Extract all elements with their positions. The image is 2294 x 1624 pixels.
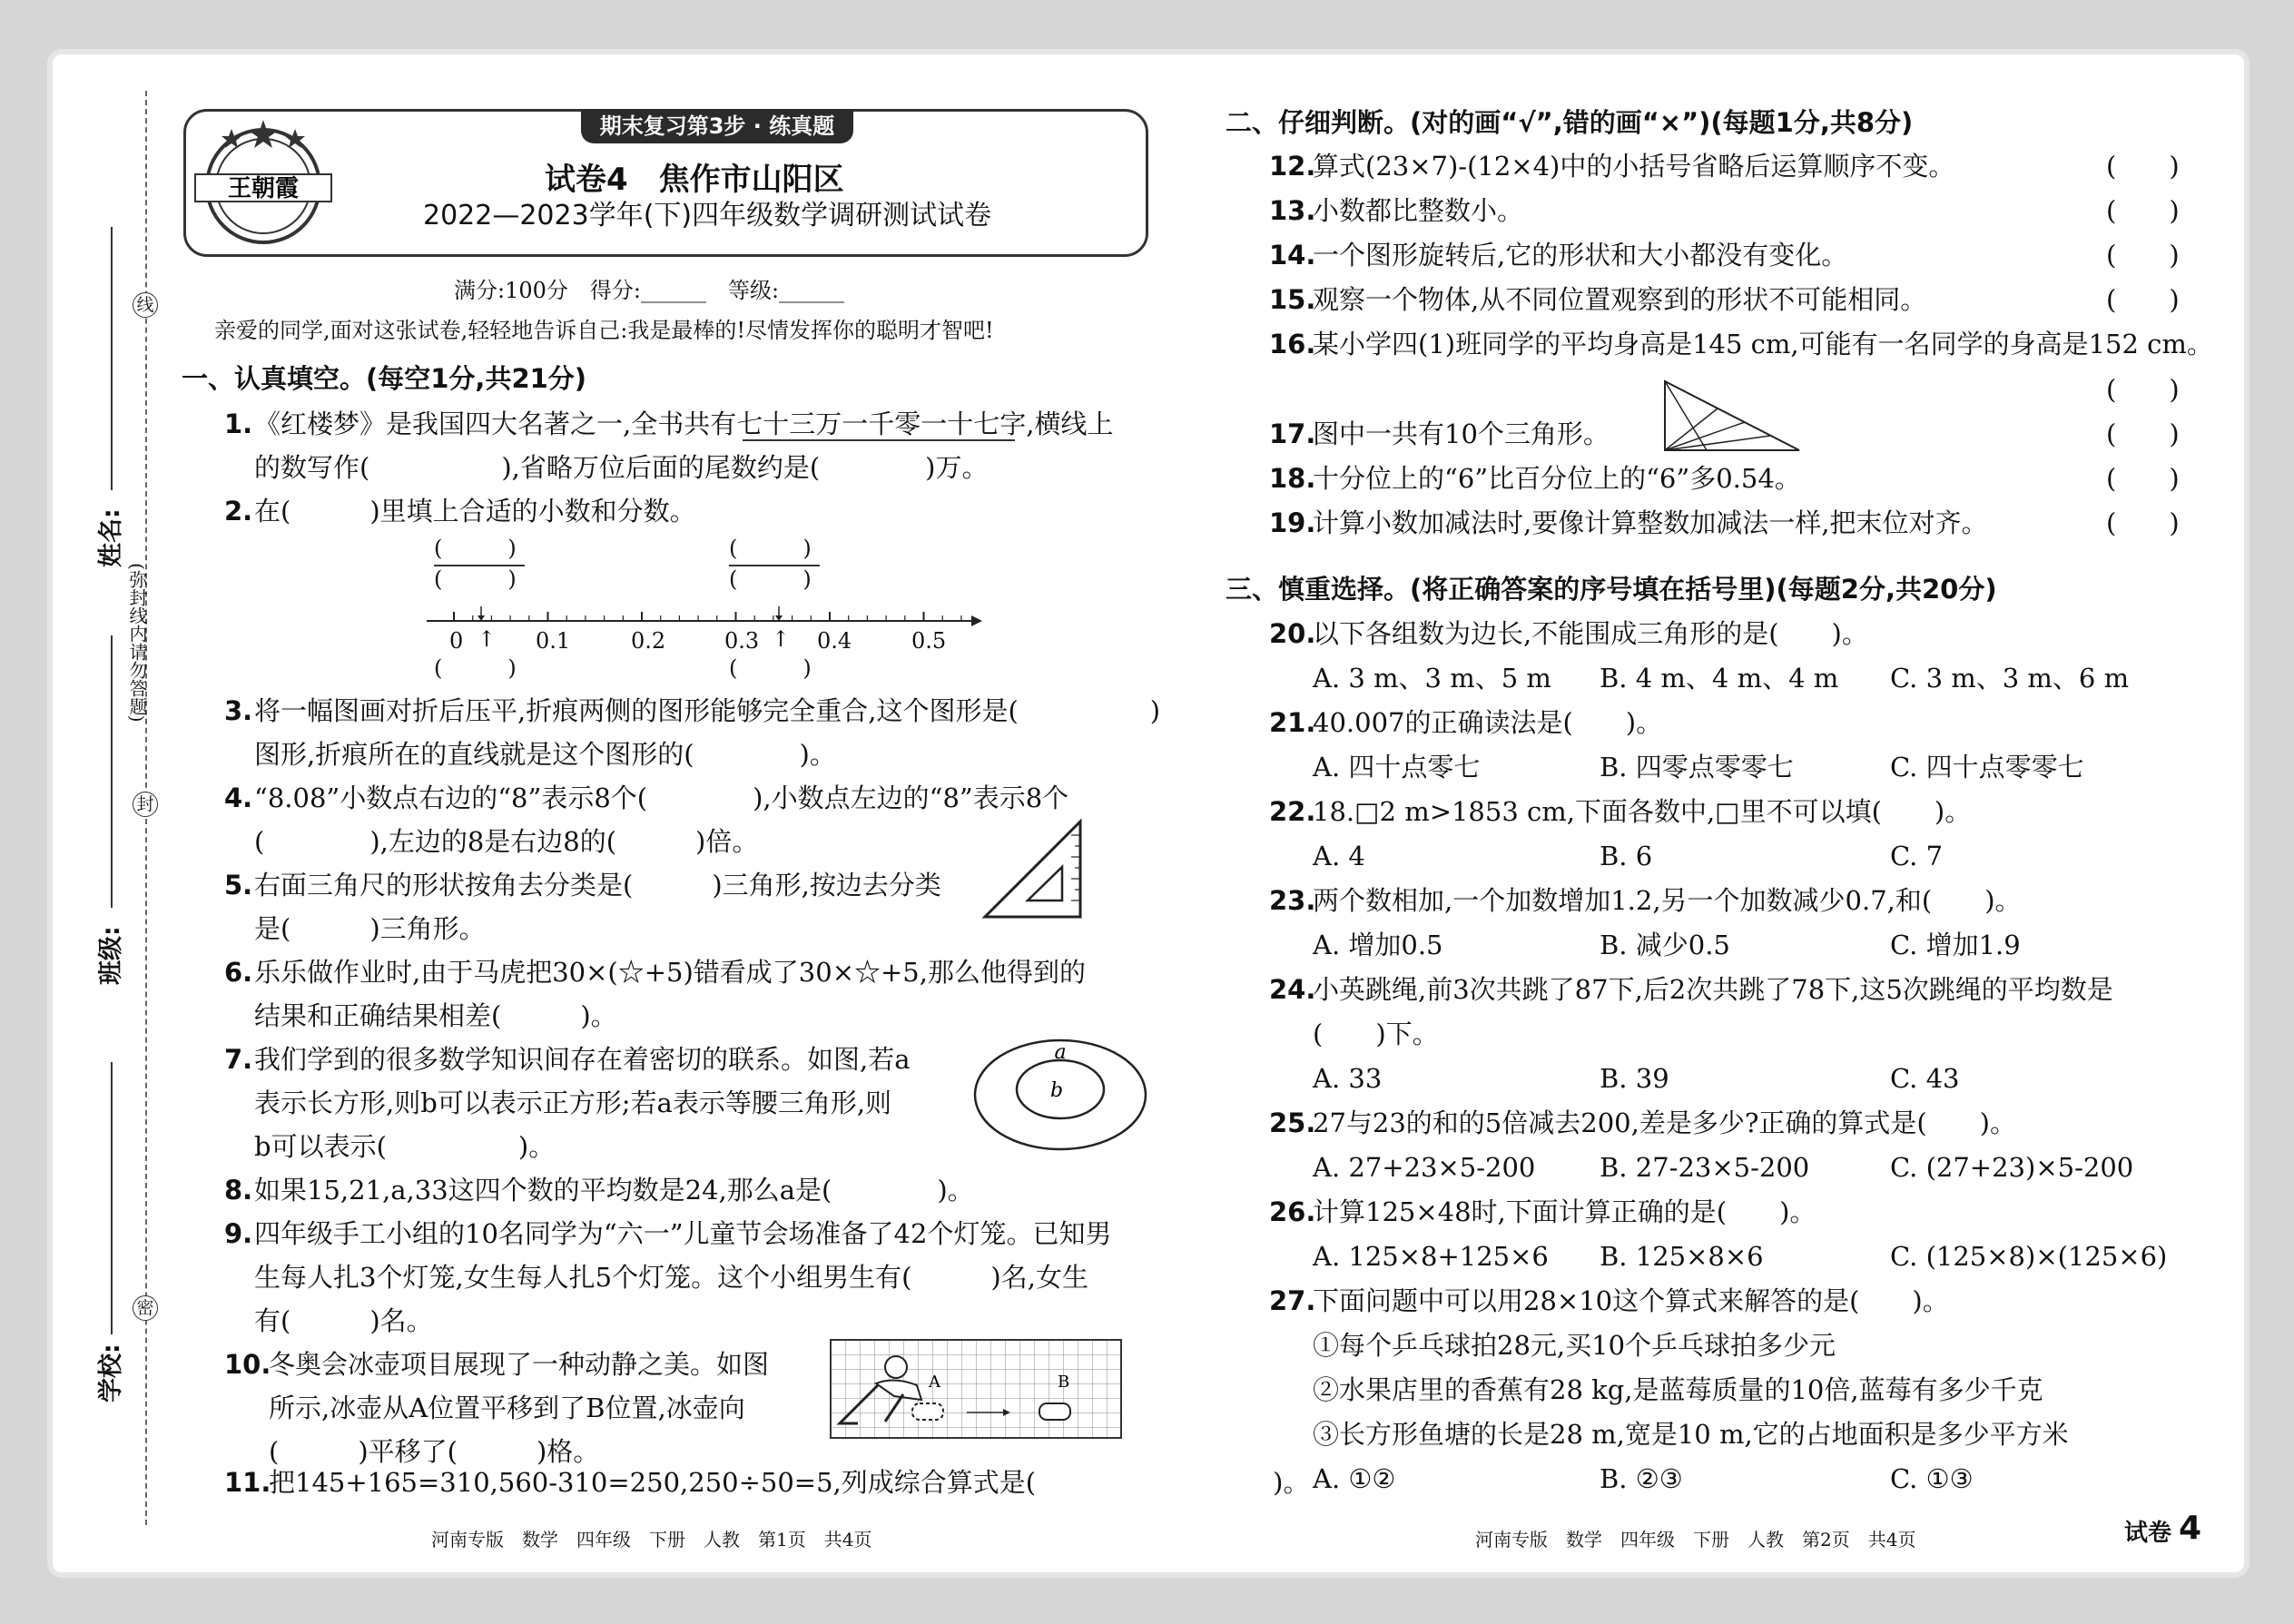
q14-text: 一个图形旋转后,它的形状和大小都没有变化。 (1313, 240, 1848, 271)
paper-number: 4 (2179, 1510, 2202, 1547)
q4-number: 4. (224, 782, 253, 813)
q22-text: 18.□2 m>1853 cm,下面各数中,□里不可以填( )。 (1313, 796, 1972, 827)
q20-text: 以下各组数为边长,不能围成三角形的是( )。 (1313, 618, 1868, 649)
triangle-count-figure (1661, 378, 1807, 454)
header-banner: 期末复习第3步 · 练真题 (581, 109, 853, 143)
q13-text: 小数都比整数小。 (1313, 195, 1524, 226)
q2-number: 2. (224, 496, 253, 527)
q10-text-2: 所示,冰壶从A位置平移到了B位置,冰壶向 (269, 1393, 745, 1423)
venn-label-a: a (1054, 1041, 1067, 1064)
q2-text: 在( )里填上合适的小数和分数。 (254, 496, 696, 527)
school-field-line (111, 1062, 113, 1334)
nl-label-4: 0.4 (817, 628, 852, 654)
seal-char-feng: 封 (133, 792, 158, 817)
nl-answer-paren-2: ( ) (729, 655, 812, 681)
q21-option-b: B. 四零点零零七 (1600, 752, 1794, 782)
q9-text-3: 有( )名。 (254, 1305, 433, 1336)
q6-text-2: 结果和正确结果相差( )。 (254, 1000, 617, 1031)
score-line: 满分:100分 得分:______ 等级:______ (454, 278, 845, 303)
number-line (427, 590, 980, 645)
q27-option-a: A. ①② (1313, 1463, 1396, 1494)
q5-number: 5. (224, 870, 253, 901)
logo-text: 王朝霞 (227, 175, 300, 202)
q1-text-2: 的数写作( ),省略万位后面的尾数约是( )万。 (254, 452, 989, 483)
q1-number: 1. (224, 408, 253, 439)
q2-frac-paren-1b: ( ) (434, 566, 517, 592)
q2-frac-paren-2a: ( ) (729, 536, 812, 561)
footer-page-1: 河南专版 数学 四年级 下册 人教 第1页 共4页 (431, 1529, 872, 1550)
q8-text: 如果15,21,a,33这四个数的平均数是24,那么a是( )。 (254, 1175, 974, 1206)
q21-option-c: C. 四十点零零七 (1890, 752, 2084, 782)
q24-number: 24. (1269, 974, 1316, 1005)
class-label: 班级: (97, 926, 125, 985)
name-label: 姓名: (97, 508, 125, 567)
q27-number: 27. (1269, 1285, 1316, 1316)
q1-text: 《红楼梦》是我国四大名著之一,全书共有七十三万一千零一十七字,横线上 (254, 408, 1114, 439)
paper-subtitle: 2022—2023学年(下)四年级数学调研测试试卷 (423, 200, 992, 231)
q19-number: 19. (1269, 507, 1316, 538)
q20-number: 20. (1269, 618, 1316, 649)
q18-answer: ( ) (2106, 463, 2180, 494)
q9-text-2: 生每人扎3个灯笼,女生每人扎5个灯笼。这个小组男生有( )名,女生 (254, 1262, 1088, 1293)
q17-number: 17. (1269, 418, 1316, 449)
q24-text-2: ( )下。 (1313, 1019, 1439, 1049)
section-1-title: 一、认真填空。(每空1分,共21分) (182, 363, 587, 394)
q19-text: 计算小数加减法时,要像计算整数加减法一样,把末位对齐。 (1313, 507, 1988, 538)
q4-text: “8.08”小数点右边的“8”表示8个( ),小数点左边的“8”表示8个 (254, 782, 1069, 813)
q3-text: 将一幅图画对折后压平,折痕两侧的图形能够完全重合,这个图形是( ) (254, 695, 1161, 726)
nl-up-arrow-2: ↑ (772, 626, 791, 652)
q7-text-2: 表示长方形,则b可以表示正方形;若a表示等腰三角形,则 (254, 1088, 892, 1118)
q23-text: 两个数相加,一个加数增加1.2,另一个加数减少0.7,和( )。 (1313, 885, 2022, 916)
q27-sub-2: ②水果店里的香蕉有28 kg,是蓝莓质量的10倍,蓝莓有多少千克 (1313, 1374, 2043, 1405)
q19-answer: ( ) (2106, 507, 2180, 538)
q24-text: 小英跳绳,前3次共跳了87下,后2次共跳了78下,这5次跳绳的平均数是 (1313, 974, 2113, 1005)
q22-option-b: B. 6 (1600, 841, 1653, 871)
q26-option-a: A. 125×8+125×6 (1313, 1241, 1549, 1272)
q21-number: 21. (1269, 707, 1316, 738)
seal-char-mi: 密 (133, 1295, 158, 1321)
venn-label-b: b (1049, 1079, 1064, 1102)
grid-label-a: A (929, 1373, 940, 1392)
q24-option-c: C. 43 (1890, 1063, 1960, 1094)
q21-option-a: A. 四十点零七 (1313, 752, 1481, 782)
q25-option-c: C. (27+23)×5-200 (1890, 1152, 2134, 1183)
q27-option-b: B. ②③ (1600, 1463, 1683, 1494)
q13-number: 13. (1269, 195, 1316, 226)
q4-text-2: ( ),左边的8是右边8的( )倍。 (254, 826, 759, 857)
q6-number: 6. (224, 957, 253, 988)
q18-number: 18. (1269, 463, 1316, 494)
q10-number: 10. (224, 1349, 271, 1380)
q11-number: 11. (224, 1467, 271, 1498)
q17-text: 图中一共有10个三角形。 (1313, 418, 1610, 449)
q23-option-a: A. 增加0.5 (1313, 930, 1443, 960)
q22-number: 22. (1269, 796, 1316, 827)
q7-number: 7. (224, 1044, 253, 1075)
q26-option-b: B. 125×8×6 (1600, 1241, 1764, 1272)
nl-answer-paren-1: ( ) (434, 655, 517, 681)
q1-underline (743, 439, 1015, 441)
nl-label-0: 0 (449, 628, 464, 654)
q26-text: 计算125×48时,下面计算正确的是( )。 (1313, 1196, 1816, 1227)
q18-text: 十分位上的“6”比百分位上的“6”多0.54。 (1313, 463, 1801, 494)
paper-title: 试卷4 焦作市山阳区 (545, 162, 844, 198)
q22-option-a: A. 4 (1313, 841, 1365, 871)
q16-answer: ( ) (2106, 374, 2180, 405)
q7-text-3: b可以表示( )。 (254, 1131, 556, 1162)
q10-text-3: ( )平移了( )格。 (269, 1436, 600, 1467)
q5-text: 右面三角尺的形状按角去分类是( )三角形,按边去分类 (254, 870, 941, 901)
nl-label-2: 0.2 (631, 628, 666, 654)
seal-notice: (弥封线内请勿答题) (126, 563, 148, 723)
q23-option-c: C. 增加1.9 (1890, 930, 2021, 960)
q25-option-a: A. 27+23×5-200 (1313, 1152, 1536, 1183)
footer-page-2: 河南专版 数学 四年级 下册 人教 第2页 共4页 (1475, 1529, 1916, 1550)
q20-option-c: C. 3 m、3 m、6 m (1890, 663, 2130, 694)
q15-answer: ( ) (2106, 284, 2180, 315)
q26-number: 26. (1269, 1196, 1316, 1227)
q9-number: 9. (224, 1218, 253, 1249)
section-3-title: 三、慎重选择。(将正确答案的序号填在括号里)(每题2分,共20分) (1226, 574, 1997, 605)
brand-logo (195, 118, 331, 245)
q22-option-c: C. 7 (1890, 841, 1944, 871)
q9-text: 四年级手工小组的10名同学为“六一”儿童节会场准备了42个灯笼。已知男 (254, 1218, 1112, 1249)
q27-text: 下面问题中可以用28×10这个算式来解答的是( )。 (1313, 1285, 1949, 1316)
q14-answer: ( ) (2106, 240, 2180, 271)
greeting: 亲爱的同学,面对这张试卷,轻轻地告诉自己:我是最棒的!尽情发挥你的聪明才智吧! (214, 318, 994, 343)
nl-label-1: 0.1 (536, 628, 571, 654)
seal-char-xian: 线 (133, 292, 158, 318)
q21-text: 40.007的正确读法是( )。 (1313, 707, 1663, 738)
q8-number: 8. (224, 1175, 253, 1206)
q7-text: 我们学到的很多数学知识间存在着密切的联系。如图,若a (254, 1044, 911, 1075)
q24-option-b: B. 39 (1600, 1063, 1669, 1094)
venn-diagram (973, 1037, 1150, 1153)
section-2-title: 二、仔细判断。(对的画“√”,错的画“×”)(每题1分,共8分) (1226, 107, 1914, 138)
q13-answer: ( ) (2106, 195, 2180, 226)
grid-label-b: B (1058, 1373, 1070, 1392)
q2-frac-paren-2b: ( ) (729, 566, 812, 592)
q12-number: 12. (1269, 151, 1316, 182)
q16-number: 16. (1269, 329, 1316, 359)
q27-sub-1: ①每个乒乓球拍28元,买10个乒乓球拍多少元 (1313, 1330, 1836, 1361)
name-field-line (111, 227, 113, 490)
q17-answer: ( ) (2106, 418, 2180, 449)
set-square-figure (980, 817, 1094, 926)
nl-up-arrow-1: ↑ (478, 626, 497, 652)
q3-number: 3. (224, 695, 253, 726)
q15-text: 观察一个物体,从不同位置观察到的形状不可能相同。 (1313, 284, 1927, 315)
class-field-line (111, 635, 113, 908)
q26-option-c: C. (125×8)×(125×6) (1890, 1241, 2168, 1272)
curling-grid (831, 1340, 1121, 1440)
q6-text: 乐乐做作业时,由于马虎把30×(☆+5)错看成了30×☆+5,那么他得到的 (254, 957, 1086, 988)
nl-label-3: 0.3 (724, 628, 760, 654)
q12-text: 算式(23×7)-(12×4)中的小括号省略后运算顺序不变。 (1313, 151, 1955, 182)
q23-number: 23. (1269, 885, 1316, 916)
q5-text-2: 是( )三角形。 (254, 913, 486, 944)
q23-option-b: B. 减少0.5 (1600, 930, 1730, 960)
q20-option-a: A. 3 m、3 m、5 m (1313, 663, 1551, 694)
q15-number: 15. (1269, 284, 1316, 315)
nl-label-5: 0.5 (911, 628, 947, 654)
q27-option-c: C. ①③ (1890, 1463, 1974, 1494)
q10-text: 冬奥会冰壶项目展现了一种动静之美。如图 (269, 1349, 770, 1380)
q14-number: 14. (1269, 240, 1316, 271)
school-label: 学校: (97, 1343, 125, 1403)
q12-answer: ( ) (2106, 151, 2180, 182)
q25-option-b: B. 27-23×5-200 (1600, 1152, 1810, 1183)
paper-label: 试卷 (2124, 1520, 2172, 1547)
q25-number: 25. (1269, 1107, 1316, 1138)
q16-text: 某小学四(1)班同学的平均身高是145 cm,可能有一名同学的身高是152 cm。 (1313, 329, 2213, 359)
q11-text: 把145+165=310,560-310=250,250÷50=5,列成综合算式是( )。 (269, 1467, 1310, 1498)
q25-text: 27与23的和的5倍减去200,差是多少?正确的算式是( )。 (1313, 1107, 2017, 1138)
q20-option-b: B. 4 m、4 m、4 m (1600, 663, 1839, 694)
q3-text-2: 图形,折痕所在的直线就是这个图形的( )。 (254, 739, 836, 770)
q2-frac-paren-1a: ( ) (434, 536, 517, 561)
q27-sub-3: ③长方形鱼塘的长是28 m,宽是10 m,它的占地面积是多少平方米 (1313, 1419, 2069, 1450)
q24-option-a: A. 33 (1313, 1063, 1383, 1094)
